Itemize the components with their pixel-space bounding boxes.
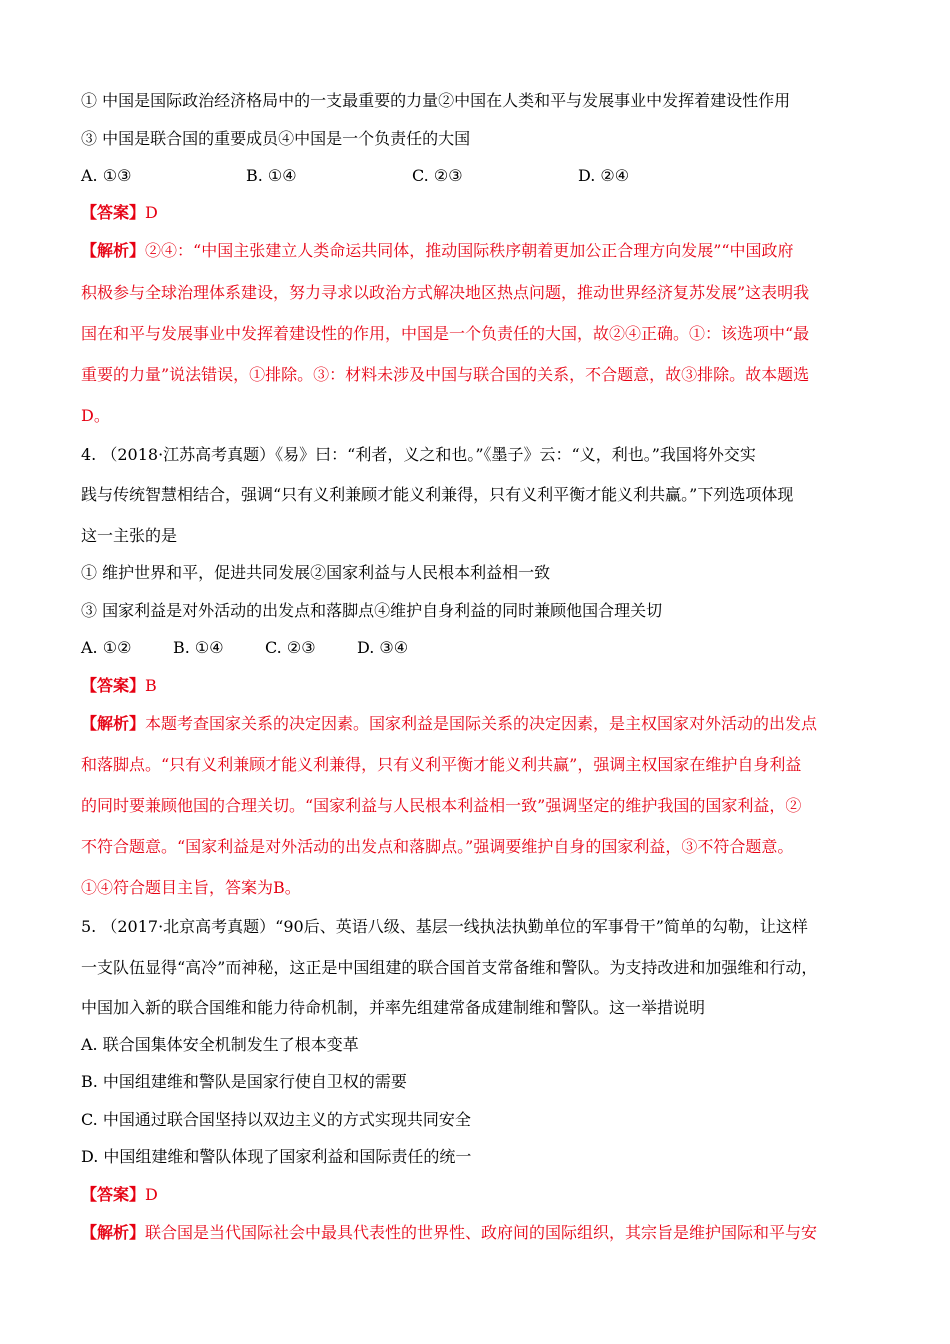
q4-stem-line-2: 践与传统智慧相结合，强调“只有义利兼顾才能义利兼得，只有义利平衡才能义利共赢。”下列选项体现 — [81, 485, 794, 504]
q4-stem-line-3: 这一主张的是 — [81, 526, 178, 545]
q4-analysis-line-4: 不符合题意。“国家利益是对外活动的出发点和落脚点。”强调要维护自身的国家利益，③不符合题意。 — [81, 837, 794, 856]
q3-option-c: C. ②③ — [412, 166, 463, 185]
q4-option-a: A. ①② — [81, 638, 132, 657]
q4-statement-line-2: ③ 国家利益是对外活动的出发点和落脚点④维护自身利益的同时兼顾他国合理关切 — [81, 601, 663, 620]
q5-stem-line-2: 一支队伍显得“高冷”而神秘，这正是中国组建的联合国首支常备维和警队。为支持改进和加强维和行动， — [81, 958, 818, 977]
q3-analysis-line-5: D。 — [81, 406, 110, 425]
q3-statement-line-1: ① 中国是国际政治经济格局中的一支最重要的力量②中国在人类和平与发展事业中发挥着建设性作用 — [81, 91, 791, 110]
q4-answer-value: B — [145, 676, 157, 695]
q5-analysis-line-1 — [81, 1222, 817, 1244]
q3-analysis-line-4: 重要的力量”说法错误，①排除。③：材料未涉及中国与联合国的关系，不合题意，故③排除。故本题选 — [81, 365, 810, 384]
q4-analysis-tag: 【解析】 — [81, 714, 146, 733]
q4-analysis-line-5: ①④符合题目主旨，答案为B。 — [81, 878, 301, 897]
q4-analysis-line-2: 和落脚点。“只有义利兼顾才能义利兼得，只有义利平衡才能义利共赢”，强调主权国家在维护自身利益 — [81, 755, 802, 774]
q3-analysis-text: ②④：“中国主张建立人类命运共同体，推动国际秩序朝着更加公正合理方向发展”“中国政府 — [145, 241, 794, 260]
q4-option-c: C. ②③ — [265, 638, 316, 657]
q5-stem-line-3: 中国加入新的联合国维和能力待命机制，并率先组建常备成建制维和警队。这一举措说明 — [81, 998, 706, 1017]
q3-option-a: A. ①③ — [81, 166, 132, 185]
q4-analysis-text: 本题考查国家关系的决定因素。国家利益是国际关系的决定因素，是主权国家对外活动的出发点 — [145, 714, 818, 733]
q3-answer — [81, 202, 158, 224]
q5-option-d: D. 中国组建维和警队体现了国家利益和国际责任的统一 — [81, 1147, 472, 1166]
q5-answer — [81, 1184, 158, 1206]
q5-stem-line-1: 5. （2017·北京高考真题）“90后、英语八级、基层一线执法执勤单位的军事骨干”简单的勾勒，让这样 — [81, 917, 808, 936]
q4-answer — [81, 675, 157, 697]
q3-analysis-tag: 【解析】 — [81, 241, 146, 260]
q4-stem-line-1: 4. （2018·江苏高考真题）《易》曰：“利者，义之和也。”《墨子》云：“义，利也。”我国将外交实 — [81, 445, 756, 464]
q4-statement-line-1: ① 维护世界和平，促进共同发展②国家利益与人民根本利益相一致 — [81, 563, 551, 582]
q3-analysis-line-1 — [81, 240, 794, 262]
q3-option-b: B. ①④ — [246, 166, 297, 185]
q5-analysis-tag: 【解析】 — [81, 1223, 146, 1242]
q5-answer-tag: 【答案】 — [81, 1185, 146, 1204]
q5-option-c: C. 中国通过联合国坚持以双边主义的方式实现共同安全 — [81, 1110, 471, 1129]
q3-answer-value: D — [145, 203, 158, 222]
q5-option-a: A. 联合国集体安全机制发生了根本变革 — [81, 1035, 359, 1054]
q4-analysis-line-3: 的同时要兼顾他国的合理关切。“国家利益与人民根本利益相一致”强调坚定的维护我国的国家利益，② — [81, 796, 802, 815]
q5-option-b: B. 中国组建维和警队是国家行使自卫权的需要 — [81, 1072, 407, 1091]
q3-analysis-line-3: 国在和平与发展事业中发挥着建设性的作用，中国是一个负责任的大国，故②④正确。①：该选项中“最 — [81, 324, 810, 343]
q3-statement-line-2: ③ 中国是联合国的重要成员④中国是一个负责任的大国 — [81, 129, 471, 148]
q3-analysis-line-2: 积极参与全球治理体系建设，努力寻求以政治方式解决地区热点问题，推动世界经济复苏发展”这表明我 — [81, 283, 810, 302]
q4-answer-tag: 【答案】 — [81, 676, 146, 695]
q4-analysis-line-1 — [81, 713, 817, 735]
q3-answer-tag: 【答案】 — [81, 203, 146, 222]
q3-option-d: D. ②④ — [578, 166, 630, 185]
q5-analysis-text: 联合国是当代国际社会中最具代表性的世界性、政府间的国际组织，其宗旨是维护国际和平与安 — [145, 1223, 818, 1242]
q4-option-d: D. ③④ — [357, 638, 409, 657]
q5-answer-value: D — [145, 1185, 158, 1204]
q4-option-b: B. ①④ — [173, 638, 224, 657]
